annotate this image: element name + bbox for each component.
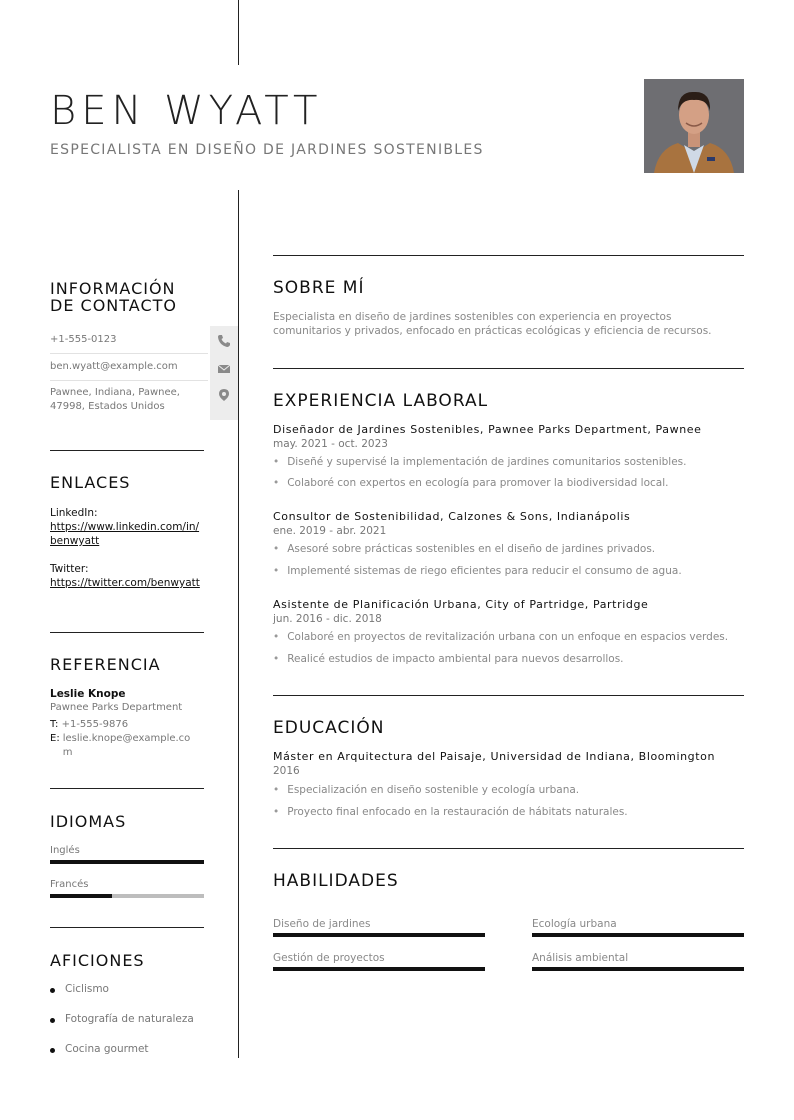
job-bullet: • Colaboré con expertos en ecología para promover la biodiversidad local.: [273, 477, 668, 489]
skill-name: Ecología urbana: [532, 918, 617, 930]
skill-name: Gestión de proyectos: [273, 952, 385, 964]
job-title: Consultor de Sostenibilidad, Calzones & Sons, Indianápolis: [273, 510, 631, 523]
education-heading: EDUCACIÓN: [273, 718, 385, 738]
hobby-item: Cocina gourmet: [65, 1043, 149, 1055]
language-level-bar: [50, 894, 204, 898]
hobby-item: Fotografía de naturaleza: [65, 1013, 194, 1025]
hobby-item: Ciclismo: [65, 983, 109, 995]
section-divider: [50, 632, 204, 633]
section-divider: [50, 450, 204, 451]
reference-block: [50, 687, 204, 760]
skill-level-bar: [532, 967, 744, 971]
about-heading: SOBRE MÍ: [273, 278, 365, 298]
location-pin-icon: [217, 388, 231, 402]
section-divider: [273, 368, 744, 369]
bullet-dot: [50, 988, 55, 993]
top-divider-line: [238, 0, 239, 65]
section-divider: [273, 695, 744, 696]
job-bullet: • Colaboré en proyectos de revitalización urbana con un enfoque en espacios verdes.: [273, 631, 728, 643]
reference-name: Leslie Knope: [50, 688, 126, 700]
skills-heading: HABILIDADES: [273, 871, 399, 891]
profile-photo: [644, 79, 744, 173]
section-divider: [273, 255, 744, 256]
contact-email-row: [50, 354, 208, 381]
reference-company: Pawnee Parks Department: [50, 702, 183, 713]
reference-phone-line: T: +1-555-9876: [50, 719, 129, 730]
candidate-name: BEN WYATT: [50, 88, 323, 134]
job-dates: jun. 2016 - dic. 2018: [273, 613, 382, 625]
job-bullet: • Realicé estudios de impacto ambiental para nuevos desarrollos.: [273, 653, 624, 665]
languages-heading: IDIOMAS: [50, 812, 127, 831]
job-title: Asistente de Planificación Urbana, City of Partridge, Partridge: [273, 598, 649, 611]
phone-icon: [217, 334, 231, 348]
bullet-dot: [50, 1018, 55, 1023]
contact-address: Pawnee, Indiana, Pawnee, 47998, Estados Unidos: [50, 387, 180, 412]
skill-level-bar: [532, 933, 744, 937]
contact-phone-row: [50, 327, 208, 354]
reference-email[interactable]: leslie.knope@example.com: [62, 733, 191, 758]
link-label: Twitter:: [50, 563, 89, 575]
link-item-twitter: [50, 562, 204, 590]
education-bullet: • Proyecto final enfocado en la restauración de hábitats naturales.: [273, 806, 628, 818]
link-item-linkedin: [50, 506, 204, 548]
degree-title: Máster en Arquitectura del Paisaje, Universidad de Indiana, Bloomington: [273, 750, 716, 763]
skill-level-bar: [273, 933, 485, 937]
column-divider-line: [238, 190, 239, 1058]
mail-icon: [217, 362, 231, 376]
reference-phone: +1-555-9876: [61, 719, 129, 730]
experience-heading: EXPERIENCIA LABORAL: [273, 391, 489, 411]
reference-email-line: E: leslie.knope@example.com: [50, 732, 204, 760]
reference-heading: REFERENCIA: [50, 655, 161, 674]
language-name: Francés: [50, 879, 89, 890]
linkedin-link[interactable]: https://www.linkedin.com/in/benwyatt: [50, 521, 200, 547]
bullet-dot: [50, 1048, 55, 1053]
job-dates: may. 2021 - oct. 2023: [273, 438, 388, 450]
job-bullet: • Asesoré sobre prácticas sostenibles en el diseño de jardines privados.: [273, 543, 655, 555]
education-bullet: • Especialización en diseño sostenible y ecología urbana.: [273, 784, 579, 796]
links-heading: ENLACES: [50, 473, 131, 492]
hobbies-heading: AFICIONES: [50, 951, 145, 970]
section-divider: [273, 848, 744, 849]
link-label: LinkedIn:: [50, 507, 98, 519]
degree-year: 2016: [273, 765, 300, 777]
contact-email[interactable]: ben.wyatt@example.com: [50, 361, 178, 372]
section-divider: [50, 927, 204, 928]
job-title: Diseñador de Jardines Sostenibles, Pawnee Parks Department, Pawnee: [273, 423, 702, 436]
contact-heading: INFORMACIÓN DE CONTACTO: [50, 279, 177, 315]
candidate-title: ESPECIALISTA EN DISEÑO DE JARDINES SOSTENIBLES: [50, 142, 484, 158]
about-text: Especialista en diseño de jardines sostenibles con experiencia en proyectos comunitarios y privados, enfocado en prácticas ecológicas y eficiencia de recursos.: [273, 311, 712, 337]
skill-name: Análisis ambiental: [532, 952, 629, 964]
job-bullet: • Diseñé y supervisé la implementación de jardines comunitarios sostenibles.: [273, 456, 686, 468]
contact-address-row: [50, 381, 208, 419]
job-bullet: • Implementé sistemas de riego eficientes para reducir el consumo de agua.: [273, 565, 682, 577]
twitter-link[interactable]: https://twitter.com/benwyatt: [50, 577, 200, 589]
job-dates: ene. 2019 - abr. 2021: [273, 525, 387, 537]
section-divider: [50, 788, 204, 789]
language-name: Inglés: [50, 845, 80, 856]
skill-level-bar: [273, 967, 485, 971]
contact-phone: +1-555-0123: [50, 334, 117, 345]
language-level-bar: [50, 860, 204, 864]
skill-name: Diseño de jardines: [273, 918, 371, 930]
